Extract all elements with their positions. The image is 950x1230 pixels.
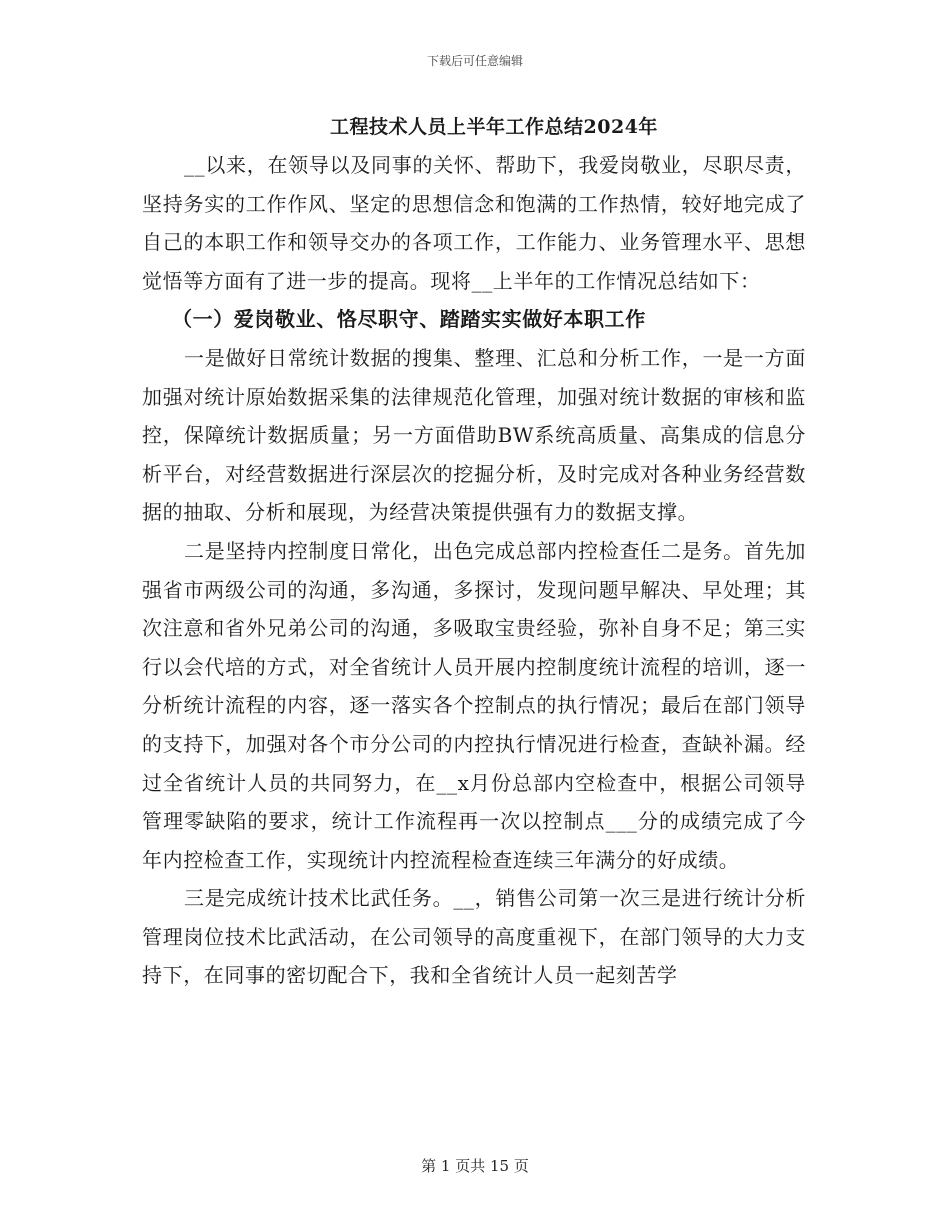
document-title: 工程技术人员上半年工作总结2024年	[330, 116, 658, 138]
intro-paragraph: __以来，在领导以及同事的关怀、帮助下，我爱岗敬业，尽职尽责，坚持务实的工作作风、坚定的思想信念和饱满的工作热情，较好地完成了自己的本职工作和领导交办的各项工作，工作能力、业务管理水平、思想觉悟等方面有了进一步的提高。现将__上半年的工作情况总结如下：	[142, 153, 806, 293]
document-body	[142, 110, 806, 995]
page-number: 第 1 页共 15 页	[421, 1157, 529, 1175]
page-header: 下载后可任意编辑	[426, 54, 523, 68]
paragraph-2: 二是坚持内控制度日常化，出色完成总部内控检查任二是务。首先加强省市两级公司的沟通，多沟通，多探讨，发现问题早解决、早处理；其次注意和省外兄弟公司的沟通，多吸取宝贵经验，弥补自身不足；第三实行以会代培的方式，对全省统计人员开展内控制度统计流程的培训，逐一分析统计流程的内容，逐一落实各个控制点的执行情况；最后在部门领导的支持下，加强对各个市分公司的内控执行情况进行检查，查缺补漏。经过全省统计人员的共同努力，在__x月份总部内空检查中，根据公司领导管理零缺陷的要求，统计工作流程再一次以控制点___分的成绩完成了今年内控检查工作，实现统计内控流程检查连续三年满分的好成绩。	[142, 538, 806, 872]
paragraph-3: 三是完成统计技术比武任务。__，销售公司第一次三是进行统计分析管理岗位技术比武活动，在公司领导的高度重视下，在部门领导的大力支持下，在同事的密切配合下，我和全省统计人员一起刻苦学	[142, 886, 806, 988]
section-heading: （一）爱岗敬业、恪尽职守、踏踏实实做好本职工作	[172, 307, 646, 332]
paragraph-1: 一是做好日常统计数据的搜集、整理、汇总和分析工作，一是一方面加强对统计原始数据采集的法律规范化管理，加强对统计数据的审核和监控，保障统计数据质量；另一方面借助BW系统高质量、高集成的信息分析平台，对经营数据进行深层次的挖掘分析，及时完成对各种业务经营数据的抽取、分析和展现，为经营决策提供强有力的数据支撑。	[142, 345, 806, 525]
